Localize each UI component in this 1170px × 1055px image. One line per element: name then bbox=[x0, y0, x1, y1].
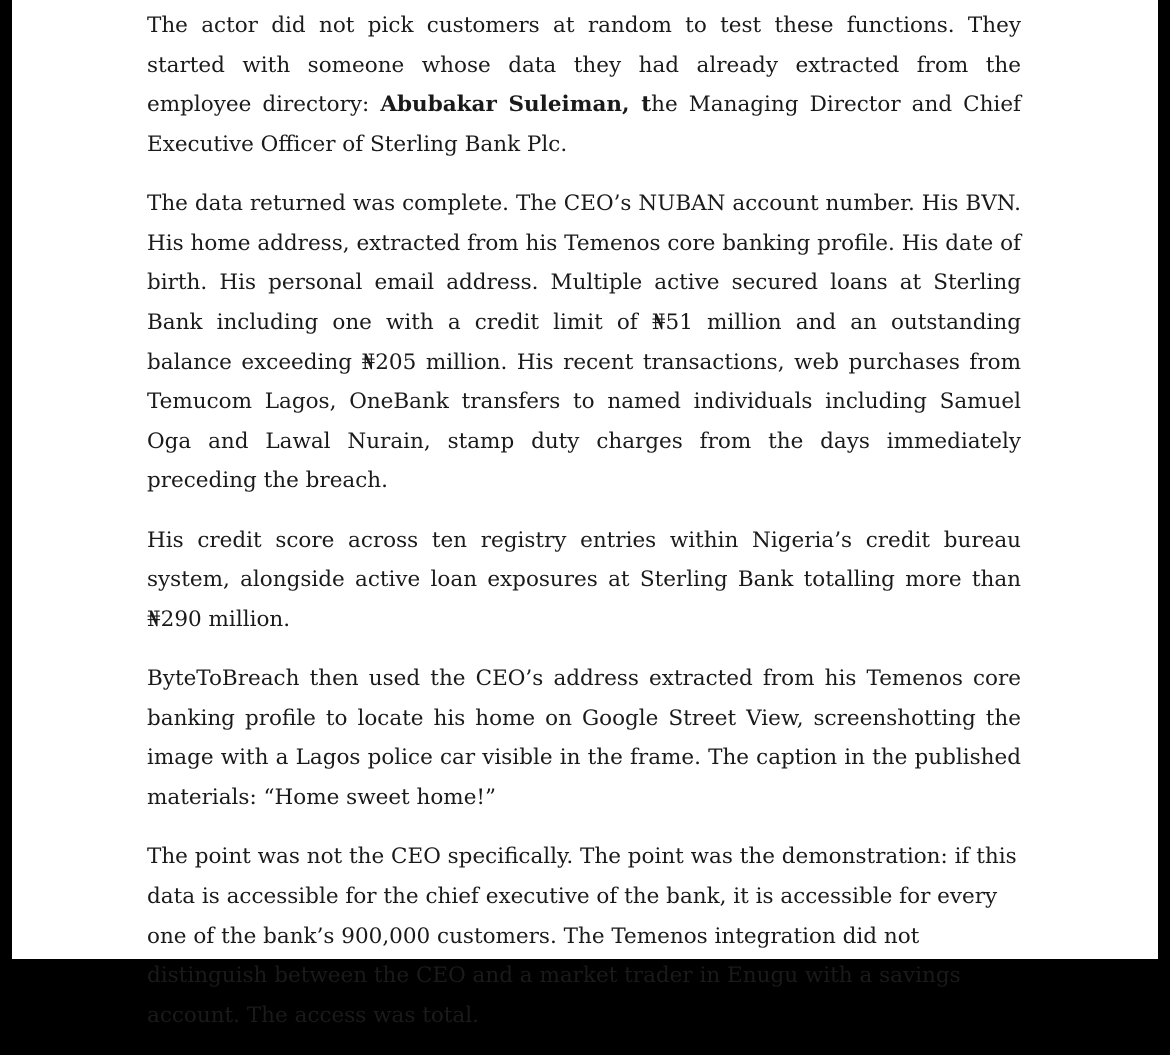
document-page bbox=[12, 0, 1158, 1028]
paragraph-1-rest: he Managing Director and Chief Executive Officer of Sterling Bank Plc. bbox=[147, 92, 1021, 157]
paragraph-1-intro: The actor did not pick customers at random to test these functions. They started with someone whose data they had already extracted from the employee directory: bbox=[147, 13, 1021, 118]
paragraph-1 bbox=[147, 6, 1021, 164]
article-body bbox=[147, 6, 1021, 1055]
ceo-name: Abubakar Suleiman, t bbox=[380, 92, 652, 118]
paragraph-2: The data returned was complete. The CEO’s NUBAN account number. His BVN. His home address, extracted from his Temenos core banking profile. His date of birth. His personal email address. Multiple active secured loans at Sterling Bank including one with a credit limit of ₦51 million and an outstanding balance exceeding ₦205 million. His recent transactions, web purchases from Temucom Lagos, OneBank transfers to named individuals including Samuel Oga and Lawal Nurain, stamp duty charges from the days immediately preceding the breach. bbox=[147, 191, 1021, 494]
paragraph-4: ByteToBreach then used the CEO’s address extracted from his Temenos core banking profile to locate his home on Google Street View, screenshotting the image with a Lagos police car visible in the frame. The caption in the published materials: “Home sweet home!” bbox=[147, 666, 1021, 811]
paragraph-3: His credit score across ten registry entries within Nigeria’s credit bureau system, alongside active loan exposures at Sterling Bank totalling more than ₦290 million. bbox=[147, 527, 1021, 632]
paragraph-5: The point was not the CEO specifically. The point was the demonstration: if this data is accessible for the chief executive of the bank, it is accessible for every one of the bank’s 900,000 customers. The Temenos integration did not distinguish between the CEO and a market trader in Enugu with a savings account. The access was total. bbox=[147, 844, 1017, 1028]
